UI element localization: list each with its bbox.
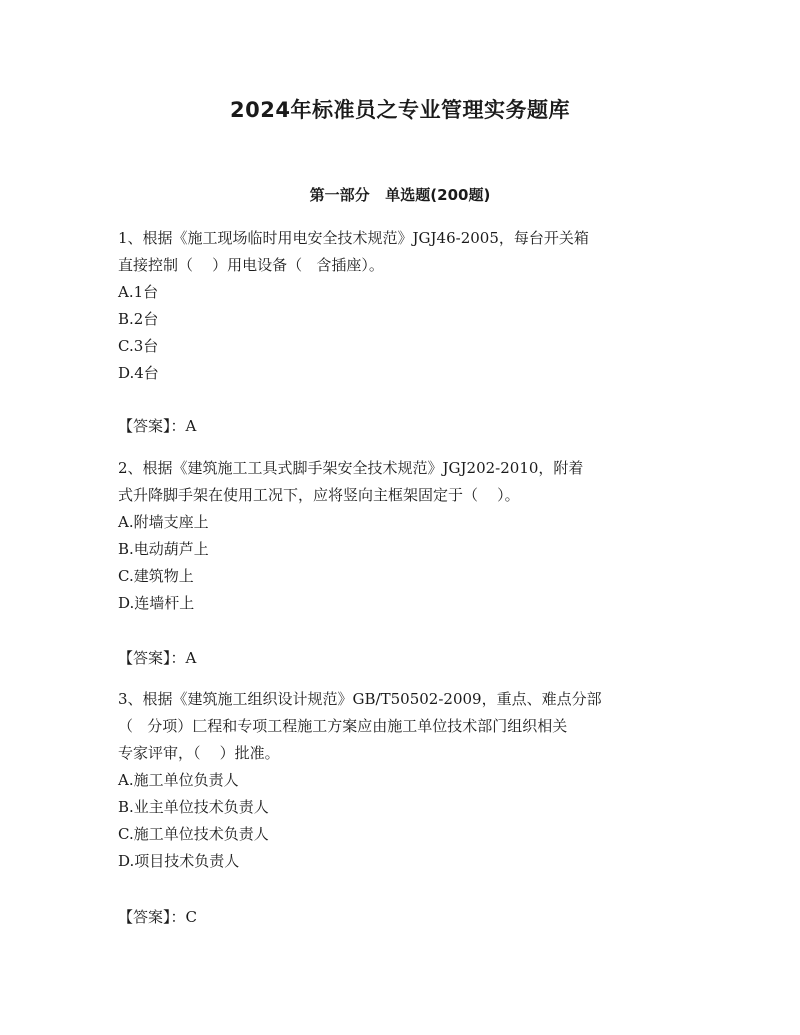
question-3-option-a: A.施工单位负责人: [118, 771, 239, 789]
question-2-option-c: C.建筑物上: [118, 567, 194, 585]
question-3-answer: [118, 907, 688, 927]
question-2-option-a: A.附墙支座上: [118, 513, 209, 531]
question-3-stem-line-1: 3、根据《建筑施工组织设计规范》GB/T50502-2009，重点、难点分部: [118, 690, 602, 708]
question-3-option-c: C.施工单位技术负责人: [118, 825, 269, 843]
answer-label: 【答案】: [118, 417, 171, 435]
question-1-stem-line-2: 直接控制（ ）用电设备（ 含插座）。: [118, 256, 384, 274]
question-1-stem-line-1: 1、根据《施工现场临时用电安全技术规范》JGJ46-2005，每台开关箱: [118, 229, 589, 247]
answer-value: C: [185, 908, 198, 926]
document-title: 2024年标准员之专业管理实务题库: [230, 98, 570, 122]
answer-value: A: [185, 417, 197, 435]
answer-label: 【答案】: [118, 908, 171, 926]
question-1-option-a: A.1台: [118, 283, 159, 301]
question-1-answer: [118, 416, 688, 436]
question-3-stem-line-3: 专家评审，（ ）批准。: [118, 744, 280, 762]
question-2-option-b: B.电动葫芦上: [118, 540, 209, 558]
question-3-option-b: B.业主单位技术负责人: [118, 798, 269, 816]
section-heading: 第一部分 单选题(200题): [309, 186, 491, 204]
question-1-option-d: D.4台: [118, 364, 159, 382]
answer-separator: ：: [170, 417, 186, 435]
question-2-stem-line-1: 2、根据《建筑施工工具式脚手架安全技术规范》JGJ202-2010，附着: [118, 459, 584, 477]
question-2-option-d: D.连墙杆上: [118, 594, 195, 612]
question-3-stem-line-2: （ 分项）匚程和专项工程施工方案应由施工单位技术部门组织相关: [118, 717, 568, 735]
question-1-option-b: B.2台: [118, 310, 159, 328]
question-2-stem-line-2: 式升降脚手架在使用工况下，应将竖向主框架固定于（ ）。: [118, 486, 520, 504]
answer-value: A: [185, 649, 197, 667]
answer-label: 【答案】: [118, 649, 171, 667]
question-3-option-d: D.项目技术负责人: [118, 852, 240, 870]
question-1-option-c: C.3台: [118, 337, 159, 355]
answer-separator: ：: [170, 649, 186, 667]
answer-separator: ：: [170, 908, 186, 926]
question-2-answer: [118, 648, 688, 668]
